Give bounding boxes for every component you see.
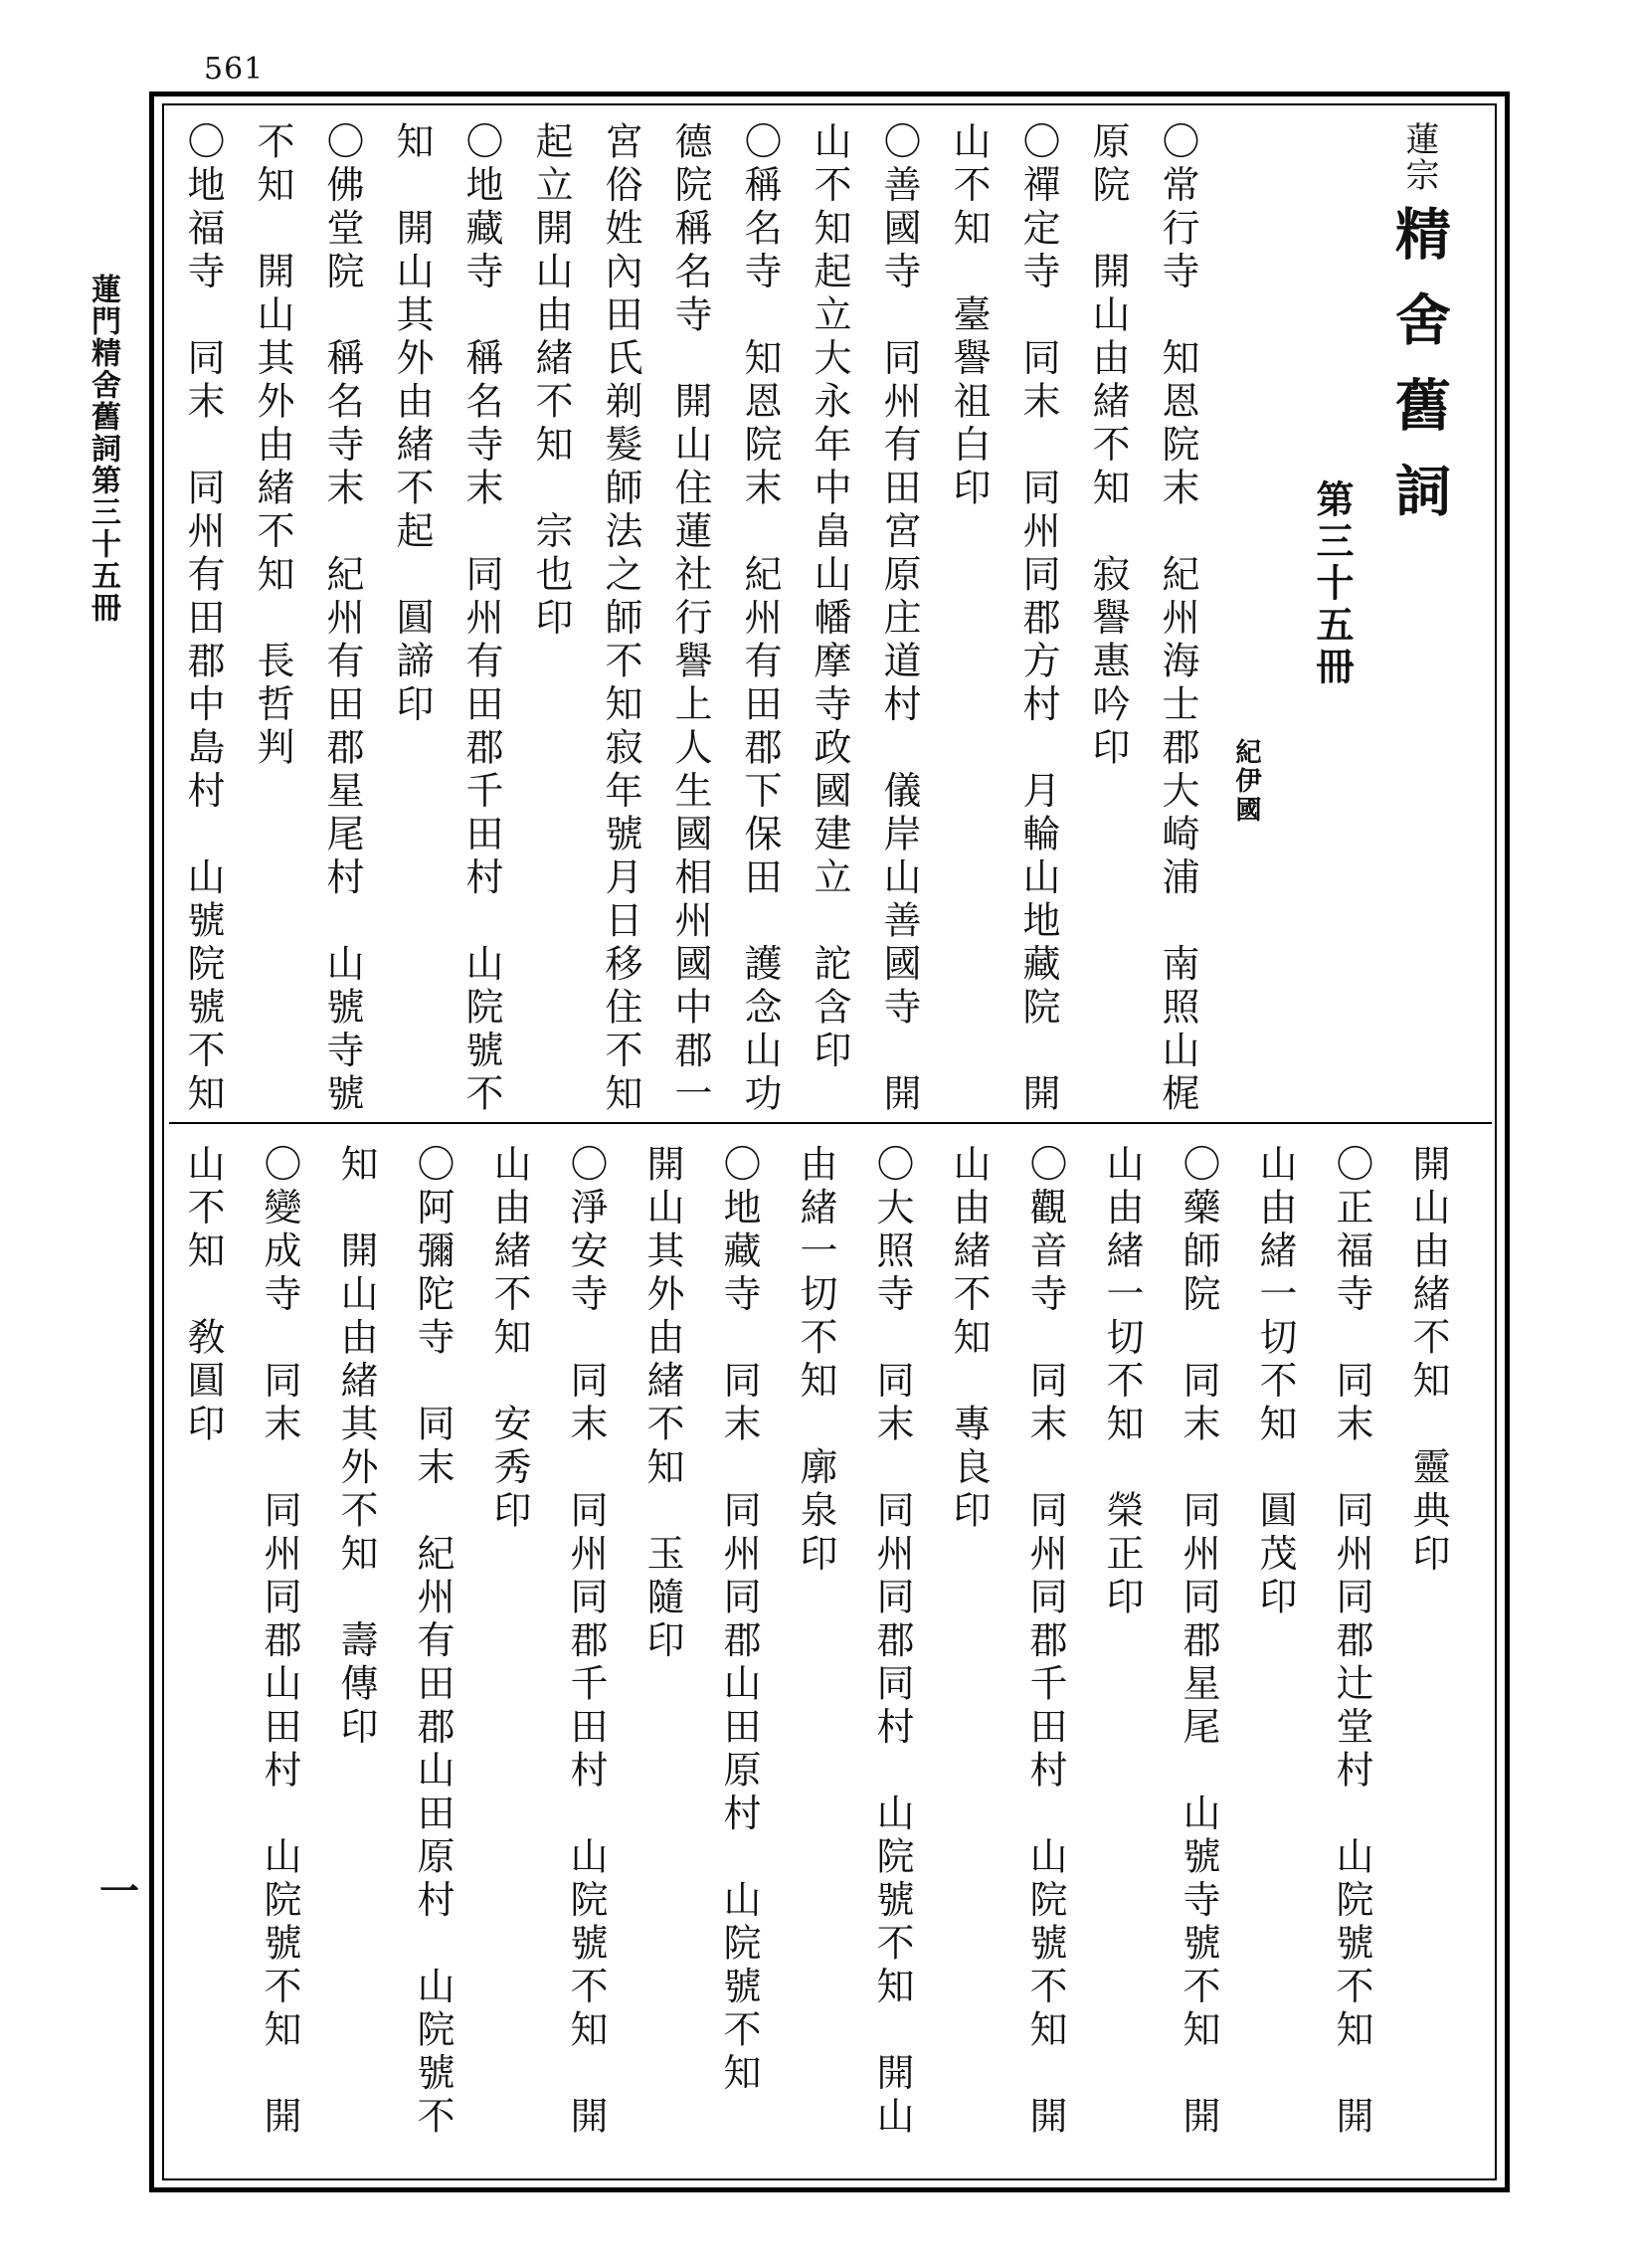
text-column: 山由緒一切不知 圓茂印: [1253, 1144, 1297, 1620]
text-column: 〇藥師院 同末 同州同郡星尾 山號寺號不知 開: [1177, 1144, 1220, 2140]
text-column: 〇阿彌陀寺 同末 紀州有田郡山田原村 山院號不: [411, 1144, 454, 2140]
volume-label: 第三十五冊: [1310, 479, 1355, 688]
text-column: 〇常行寺 知恩院末 紀州海士郡大崎浦 南照山梶: [1156, 121, 1199, 1117]
text-column: 〇正福寺 同末 同州同郡辻堂村 山院號不知 開: [1330, 1144, 1373, 2140]
text-column: 〇佛堂院 稱名寺末 紀州有田郡星尾村 山號寺號: [320, 121, 364, 1117]
text-column: 〇地藏寺 同末 同州同郡山田原村 山院號不知: [717, 1144, 761, 2096]
text-column: 山不知 臺譽祖白印: [947, 121, 991, 511]
sect-label: 蓮宗: [1399, 121, 1439, 193]
text-column: 〇地藏寺 稱名寺末 同州有田郡千田村 山院號不: [459, 121, 503, 1117]
text-column: 知 開山其外由緒不起 圓諦印: [390, 121, 434, 727]
section-divider: [169, 1122, 1492, 1124]
page-number: 561: [204, 52, 265, 87]
sheet-mark: 一: [99, 1868, 139, 1915]
title-group: [1386, 121, 1452, 547]
text-column: 開山由緒不知 靈典印: [1406, 1144, 1450, 1577]
text-column: 山不知起立大永年中畠山幡摩寺政國建立 詑含印: [808, 121, 851, 1073]
lower-section: [181, 1144, 1450, 2159]
text-column: 〇淨安寺 同末 同州同郡千田村 山院號不知 開: [564, 1144, 608, 2140]
main-title: 精舍舊詞: [1386, 205, 1452, 547]
text-column: 起立開山由緒不知 宗也印: [529, 121, 573, 641]
text-column: 山不知 敎圓印: [181, 1144, 225, 1447]
upper-section: [181, 121, 1452, 1117]
text-column: 山由緒不知 安秀印: [487, 1144, 531, 1534]
text-column: 〇善國寺 同州有田宮原庄道村 儀岸山善國寺 開: [877, 121, 921, 1117]
text-column: 由緒一切不知 廓泉印: [794, 1144, 837, 1577]
text-column: 〇地福寺 同末 同州有田郡中島村 山號院號不知: [181, 121, 225, 1117]
text-column: 〇大照寺 同末 同州同郡同村 山院號不知 開山: [870, 1144, 914, 2140]
text-column: 〇稱名寺 知恩院末 紀州有田郡下保田 護念山功: [738, 121, 782, 1117]
text-column: 宮俗姓內田氏剃髮師法之師不知寂年號月日移住不知: [599, 121, 642, 1117]
text-column: 〇禪定寺 同末 同州同郡方村 月輪山地藏院 開: [1016, 121, 1060, 1117]
text-column: 〇觀音寺 同末 同州同郡千田村 山院號不知 開: [1023, 1144, 1067, 2140]
text-column: 原院 開山由緒不知 寂譽惠吟印: [1086, 121, 1130, 771]
text-column: 德院稱名寺 開山住蓮社行譽上人生國相州國中郡一: [668, 121, 712, 1117]
text-column: 知 開山由緒其外不知 壽傳印: [334, 1144, 378, 1750]
province-label: 紀伊國: [1231, 738, 1261, 825]
running-head: 蓮門精舍舊詞第三十五冊: [86, 274, 120, 624]
text-column: 山由緒一切不知 榮正印: [1100, 1144, 1144, 1620]
text-column: 不知 開山其外由緒不知 長哲判: [251, 121, 294, 771]
text-column: 〇變成寺 同末 同州同郡山田村 山院號不知 開: [258, 1144, 301, 2140]
text-column: 山由緒不知 專良印: [947, 1144, 991, 1534]
title-block: [1386, 121, 1452, 1101]
text-column: 開山其外由緒不知 玉隨印: [640, 1144, 684, 1663]
